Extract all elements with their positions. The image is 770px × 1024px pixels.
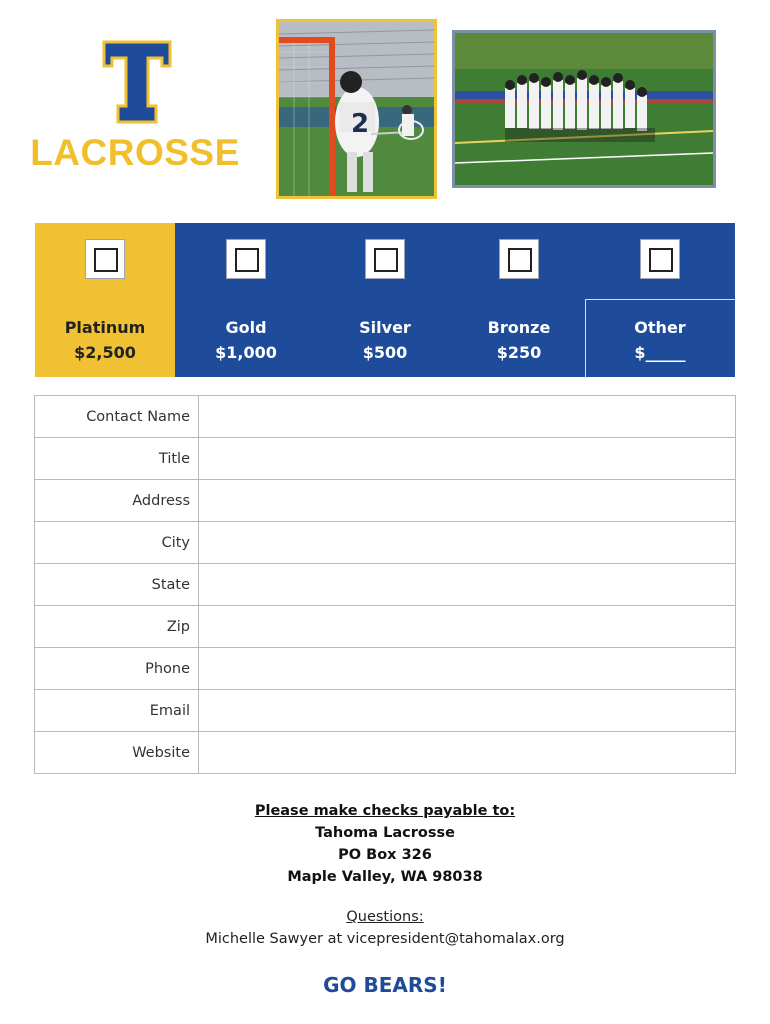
level-amount: $1,000 (215, 343, 277, 362)
questions-contact: Michelle Sawyer at vicepresident@tahomalax.org (205, 931, 565, 947)
table-row (35, 732, 736, 774)
table-row (35, 648, 736, 690)
t-letter-logo-icon (102, 40, 172, 124)
level-name: Platinum (64, 318, 146, 337)
payable-heading: Please make checks payable to: (254, 803, 516, 819)
website-field[interactable] (199, 732, 736, 774)
gold-checkbox[interactable] (226, 239, 266, 279)
level-bronze-label (453, 315, 585, 365)
field-label: Website (35, 732, 199, 774)
po-box: PO Box 326 (338, 847, 432, 863)
phone-field[interactable] (199, 648, 736, 690)
svg-text:2: 2 (351, 109, 370, 139)
table-row (35, 522, 736, 564)
table-row (35, 438, 736, 480)
field-label: Contact Name (35, 396, 199, 438)
level-silver-label (317, 315, 453, 365)
silver-checkbox[interactable] (365, 239, 405, 279)
state-field[interactable] (199, 564, 736, 606)
bronze-checkbox[interactable] (499, 239, 539, 279)
table-row (35, 396, 736, 438)
level-platinum (35, 223, 175, 377)
table-row (35, 690, 736, 732)
level-amount: $500 (362, 343, 408, 362)
level-bronze (453, 223, 585, 377)
level-name: Other (634, 318, 686, 337)
tahoma-lacrosse-logo (10, 40, 260, 180)
level-amount: $250 (496, 343, 542, 362)
payment-instructions (0, 800, 770, 997)
city-field[interactable] (199, 522, 736, 564)
level-name: Bronze (487, 318, 551, 337)
logo-wordmark: LACROSSE (30, 132, 240, 173)
other-amount-field[interactable]: $_____ (634, 343, 686, 362)
address-field[interactable] (199, 480, 736, 522)
goalie-photo (276, 19, 437, 199)
field-label: State (35, 564, 199, 606)
email-field[interactable] (199, 690, 736, 732)
payee-name: Tahoma Lacrosse (315, 825, 455, 841)
level-gold (175, 223, 317, 377)
sponsorship-levels (35, 223, 735, 377)
slogan: GO BEARS! (323, 973, 447, 997)
table-row (35, 480, 736, 522)
level-gold-label (175, 315, 317, 365)
table-row (35, 564, 736, 606)
field-label: Email (35, 690, 199, 732)
table-row (35, 606, 736, 648)
contact-info-table (34, 395, 736, 774)
level-other (585, 223, 735, 377)
contact-name-field[interactable] (199, 396, 736, 438)
level-platinum-label (35, 315, 175, 365)
level-name: Silver (359, 318, 411, 337)
title-field[interactable] (199, 438, 736, 480)
level-amount: $2,500 (74, 343, 136, 362)
field-label: Address (35, 480, 199, 522)
questions-label: Questions: (346, 909, 424, 925)
field-label: Phone (35, 648, 199, 690)
level-other-label (585, 315, 735, 365)
level-name: Gold (225, 318, 267, 337)
field-label: City (35, 522, 199, 564)
platinum-checkbox[interactable] (85, 239, 125, 279)
field-label: Zip (35, 606, 199, 648)
other-checkbox[interactable] (640, 239, 680, 279)
level-silver (317, 223, 453, 377)
zip-field[interactable] (199, 606, 736, 648)
team-celebration-photo (452, 30, 716, 188)
city-state-zip: Maple Valley, WA 98038 (287, 869, 483, 885)
field-label: Title (35, 438, 199, 480)
